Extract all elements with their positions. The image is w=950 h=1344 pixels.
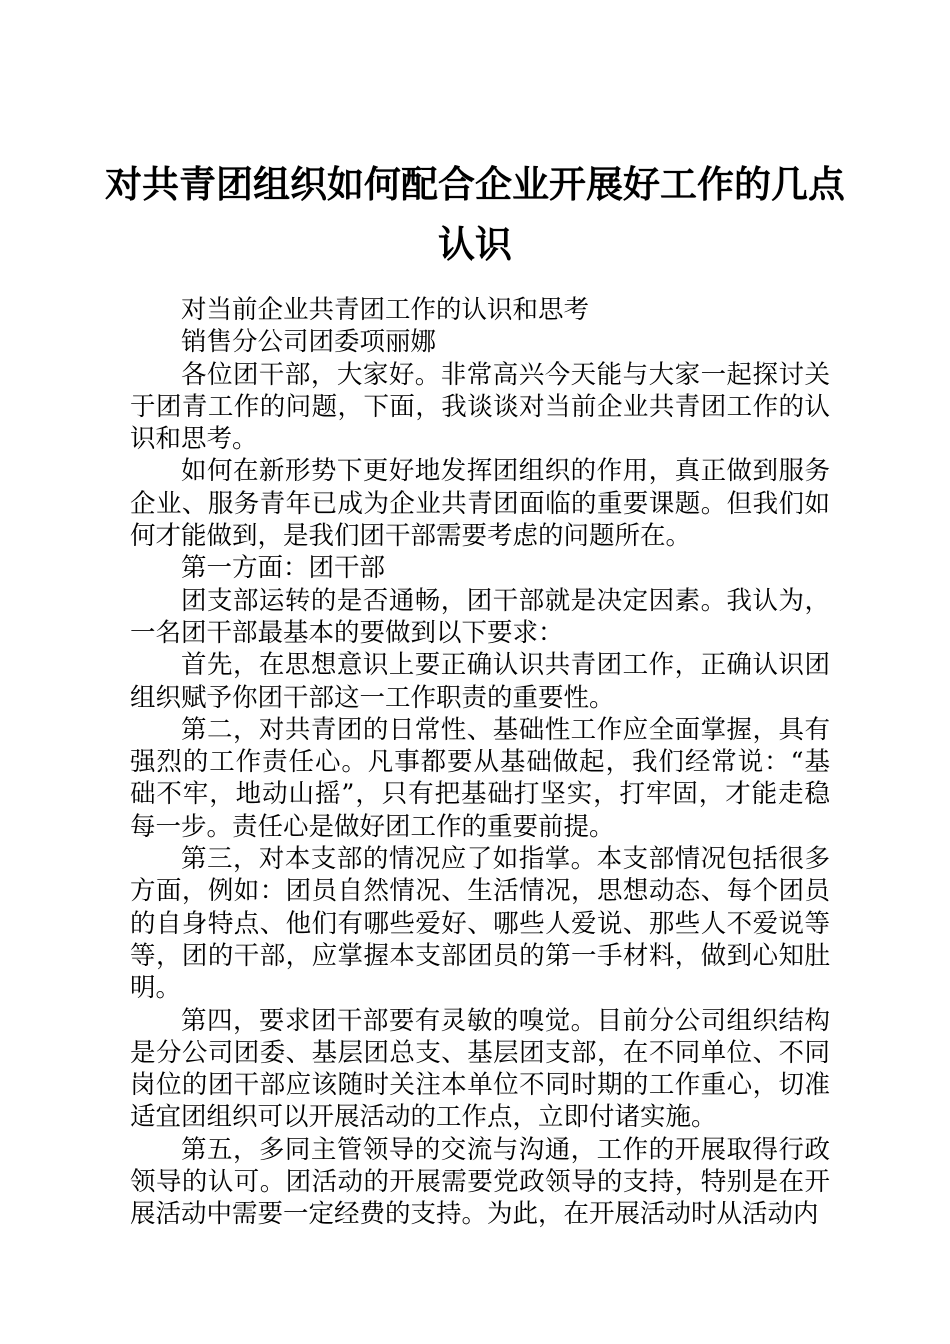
paragraph: 如何在新形势下更好地发挥团组织的作用，真正做到服务企业、服务青年已成为企业共青团面临的重要课题。但我们如何才能做到，是我们团干部需要考虑的问题所在。: [130, 456, 830, 552]
paragraph: 第三，对本支部的情况应了如指掌。本支部情况包括很多方面，例如：团员自然情况、生活情况，思想动态、每个团员的自身特点、他们有哪些爱好、哪些人爱说、那些人不爱说等等，团的干部，应掌握本支部团员的第一手材料，做到心知肚明。: [130, 844, 830, 1004]
paragraph: 第五，多同主管领导的交流与沟通，工作的开展取得行政领导的认可。团活动的开展需要党政领导的支持，特别是在开展活动中需要一定经费的支持。为此，在开展活动时从活动内: [130, 1134, 830, 1230]
section-heading: 第一方面：团干部: [181, 553, 386, 584]
paragraph: 首先，在思想意识上要正确认识共青团工作，正确认识团组织赋予你团干部这一工作职责的重要性。: [130, 650, 830, 713]
paragraph: 第四，要求团干部要有灵敏的嗅觉。目前分公司组织结构是分公司团委、基层团总支、基层团支部，在不同单位、不同岗位的团干部应该随时关注本单位不同时期的工作重心，切准适宜团组织可以开展活动的工作点，立即付诸实施。: [130, 1005, 830, 1133]
document-title-line-1: 对共青团组织如何配合企业开展好工作的几点: [105, 162, 845, 206]
paragraph: 第二，对共青团的日常性、基础性工作应全面掌握，具有强烈的工作责任心。凡事都要从基础做起，我们经常说：“基础不牢，地动山摇”，只有把基础打坚实，打牢固，才能走稳每一步。责任心是做好团工作的重要前提。: [130, 714, 830, 842]
document-title-line-2: 认识: [438, 222, 512, 266]
paragraph: 各位团干部，大家好。非常高兴今天能与大家一起探讨关于团青工作的问题，下面，我谈谈对当前企业共青团工作的认识和思考。: [130, 359, 830, 455]
author-line: 销售分公司团委项丽娜: [181, 327, 437, 358]
subtitle: 对当前企业共青团工作的认识和思考: [181, 295, 590, 325]
document-body: [130, 294, 830, 1231]
paragraph: 团支部运转的是否通畅，团干部就是决定因素。我认为，一名团干部最基本的要做到以下要求：: [130, 585, 830, 648]
